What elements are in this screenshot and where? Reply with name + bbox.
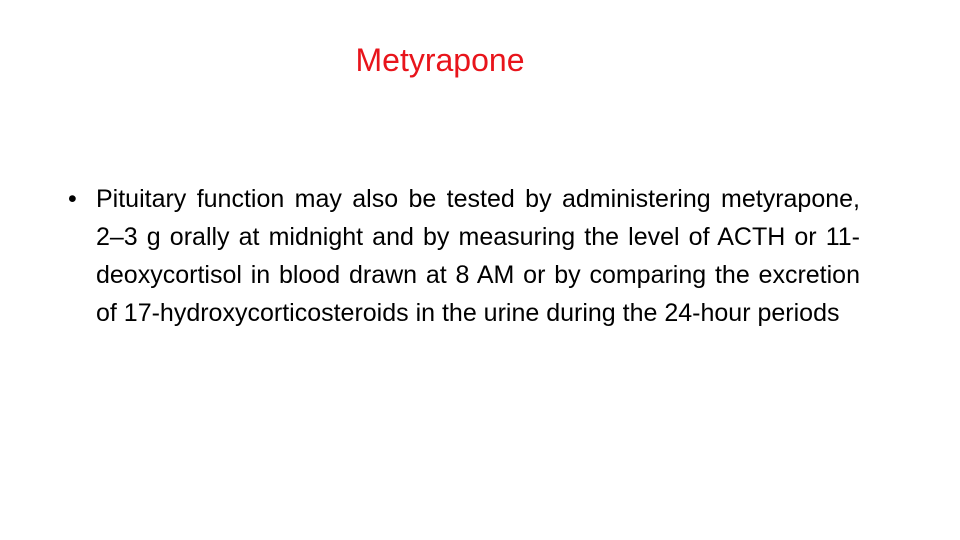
bullet-text: Pituitary function may also be tested by administering metyrapone, 2–3 g orally at midnight and by measuring the level of ACTH or 11-deoxycortisol in blood drawn at 8 AM or by comparing the excretion of 17-hydroxycorticosteroids in the urine during the 24-hour periods: [96, 185, 860, 327]
bullet-list: [60, 180, 860, 332]
bullet-marker: •: [68, 185, 77, 213]
slide-title: Metyrapone: [355, 42, 525, 78]
bullet-item: [60, 180, 860, 332]
